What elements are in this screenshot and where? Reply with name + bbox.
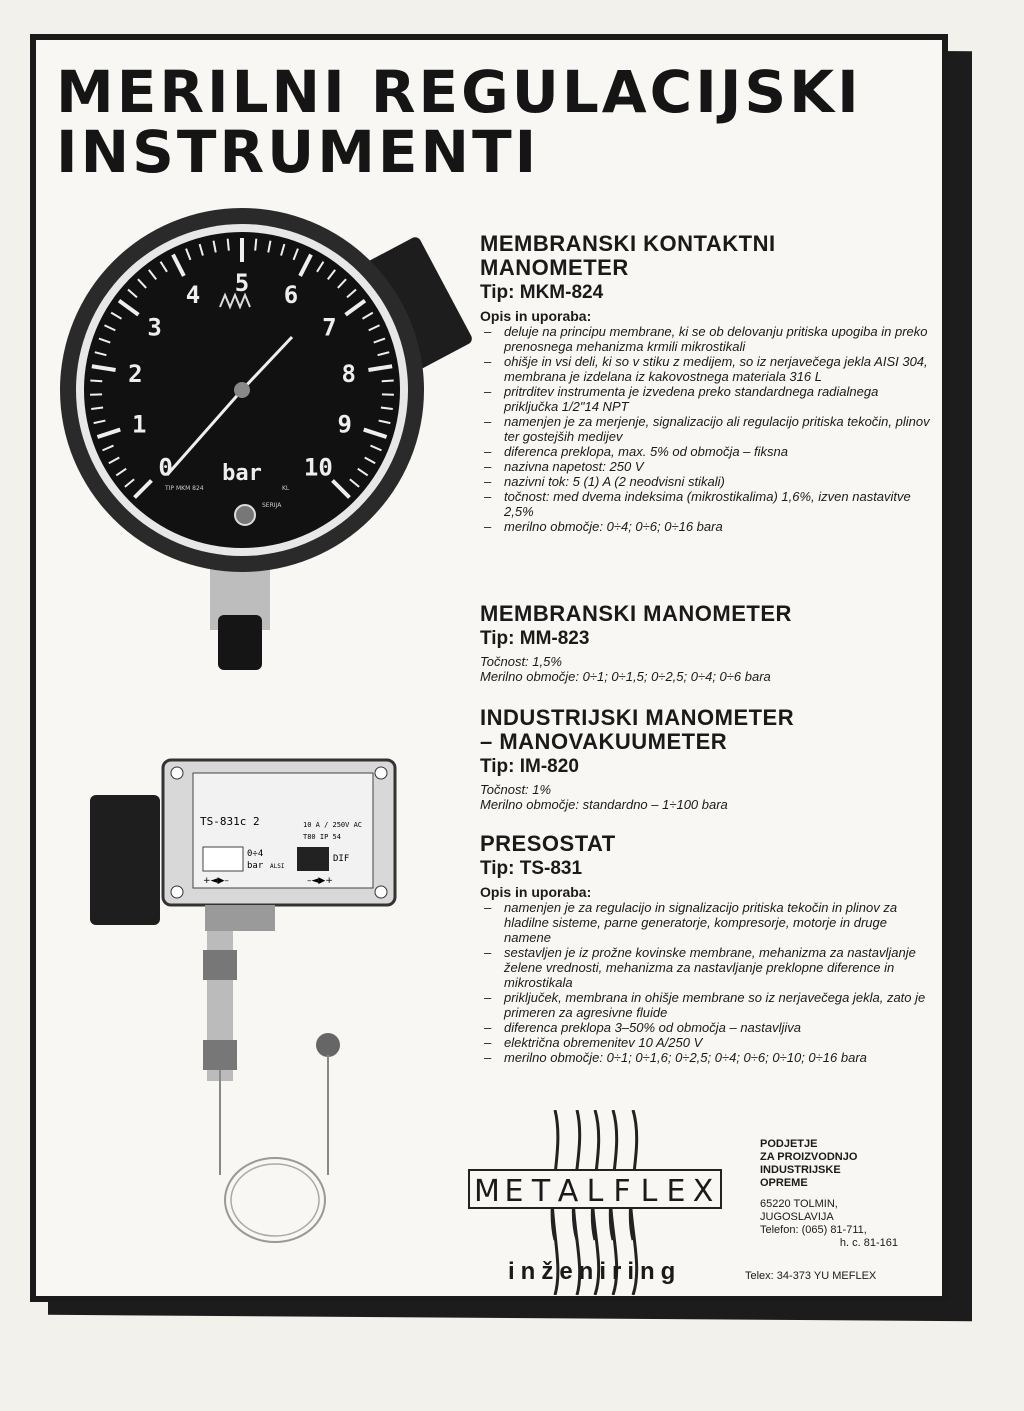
model-type: Tip: MKM-824: [480, 282, 604, 303]
pressostat-model: TS-831c 2: [200, 815, 260, 828]
title-line: MEMBRANSKI MANOMETER: [480, 601, 792, 626]
title-line: – MANOVAKUUMETER: [480, 729, 728, 754]
gauge-number: 5: [234, 269, 250, 297]
address-line: JUGOSLAVIJA: [760, 1211, 834, 1223]
section-mkm-824: [480, 232, 930, 534]
gauge-unit: bar: [222, 461, 262, 486]
list-item: – priključek, membrana in ohišje membrane so iz nerjavečega jekla, zato je primeren za agresivne fluide: [480, 990, 930, 1020]
spec-list: [480, 900, 930, 1065]
pipe-nut: [203, 950, 237, 980]
list-item: – točnost: med dvema indeksima (mikrostikalima) 1,6%, izven nastavitve 2,5%: [480, 489, 930, 519]
name-line: PODJETJE: [760, 1138, 818, 1150]
model-type: Tip: IM-820: [480, 756, 579, 777]
section-title: [480, 602, 930, 626]
gauge-number: 8: [341, 360, 356, 389]
gauge-number: 0: [158, 453, 173, 482]
title-line: INDUSTRIJSKI MANOMETER: [480, 705, 795, 730]
gauge-tick: [90, 380, 102, 381]
screw-icon: [171, 767, 183, 779]
headline-line-1: MERILNI REGULACIJSKI: [56, 58, 862, 126]
logo-letter: E: [666, 1174, 686, 1209]
logo-wordmark: [474, 1174, 713, 1209]
pressostat-range: 0÷4: [247, 849, 264, 859]
range-window: [203, 847, 243, 871]
model-type: Tip: MM-823: [480, 628, 590, 649]
capillary-bulb: [316, 1033, 340, 1057]
gauge-number: 3: [147, 313, 162, 342]
gauge-tick: [255, 239, 256, 251]
list-item: – deluje na principu membrane, ki se ob delovanju pritiska upogiba in preko prenosnega mehanizma krmili mikrostikali: [480, 324, 930, 354]
company-info: [760, 1138, 910, 1250]
logo-letter: T: [531, 1174, 551, 1209]
logo-letter: E: [504, 1174, 524, 1209]
gauge-number: 6: [283, 280, 299, 309]
telex: Telex: 34-373 YU MEFLEX: [745, 1270, 877, 1282]
logo-letter: M: [474, 1174, 500, 1209]
gauge-tick: [382, 380, 394, 381]
gauge-model-label: TIP MKM 824: [165, 485, 204, 492]
capillary-coil: [225, 1158, 325, 1242]
headline-line-2: INSTRUMENTI: [56, 118, 540, 186]
name-line: ZA PROIZVODNJO: [760, 1151, 858, 1163]
list-item: – merilno območje: 0÷4; 0÷6; 0÷16 bara: [480, 519, 930, 534]
address-line: 65220 TOLMIN,: [760, 1198, 838, 1210]
gauge-fitting: [218, 615, 262, 670]
list-item: – namenjen je za merjenje, signalizacijo ali regulacijo pritiska tekočin, plinov ter gostejših medijev: [480, 414, 930, 444]
title-line: MANOMETER: [480, 255, 629, 280]
dif-window: [297, 847, 329, 871]
range-line: Merilno območje: 0÷1; 0÷1,5; 0÷2,5; 0÷4; 0÷6 bara: [480, 669, 771, 684]
gauge-kl-label: KL: [282, 485, 290, 492]
title-line: PRESOSTAT: [480, 831, 616, 856]
gauge-number: 1: [132, 410, 147, 439]
pipe-nut: [203, 1040, 237, 1070]
list-item: – pritrditev instrumenta je izvedena preko standardnega radialnega priključka 1/2"14 NPT: [480, 384, 930, 414]
gauge-number: 9: [337, 410, 352, 439]
list-item: – namenjen je za regulacijo in signalizacijo pritiska tekočin in plinov za hladilne sisteme, parne generatorje, kompresorje, motorje in druge namene: [480, 900, 930, 945]
pressostat-dif: DIF: [333, 854, 350, 864]
pressostat-connector: [90, 795, 160, 925]
headline: [56, 58, 862, 186]
gauge-number: 7: [322, 313, 337, 342]
screw-icon: [171, 886, 183, 898]
list-item: – diferenca preklopa, max. 5% od območja – fiksna: [480, 444, 930, 459]
list-item: – električna obremenitev 10 A/250 V: [480, 1035, 930, 1050]
gauge-tick: [228, 239, 229, 251]
logo-letter: X: [692, 1174, 714, 1209]
section-im-820: [480, 706, 930, 812]
gauge-number: 4: [185, 280, 201, 309]
logo-letter: F: [613, 1174, 631, 1209]
logo-letter: L: [640, 1174, 658, 1209]
section-title: [480, 832, 930, 856]
manometer-illustration: [60, 205, 480, 695]
spec-list: [480, 324, 930, 534]
logo-letter: L: [586, 1174, 604, 1209]
list-item: – sestavljen je iz prožne kovinske membrane, mehanizma za nastavljanje želene vrednosti, mehanizma za nastavljanje preklopne diference in mikrostikala: [480, 945, 930, 990]
company-name: [760, 1138, 910, 1190]
list-item: – diferenca preklopa 3–50% od območja – nastavljiva: [480, 1020, 930, 1035]
list-item: – nazivna napetost: 250 V: [480, 459, 930, 474]
pressostat-rating-1: 10 A / 250V AC: [303, 821, 363, 829]
section-title: [480, 232, 930, 280]
arrows-right: –◄▶+: [307, 876, 333, 886]
gauge-number: 2: [128, 360, 143, 389]
accuracy-line: Točnost: 1%: [480, 782, 552, 797]
company-address: [760, 1198, 910, 1250]
logo-tagline: inženiring: [508, 1258, 682, 1285]
pressostat-rating-2: T80 IP 54: [303, 833, 341, 841]
title-line: MEMBRANSKI KONTAKTNI: [480, 231, 776, 256]
needle-hub: [234, 382, 250, 398]
range-line: Merilno območje: standardno – 1÷100 bara: [480, 797, 728, 812]
list-item: – nazivni tok: 5 (1) A (2 neodvisni stikali): [480, 474, 930, 489]
accuracy-line: Točnost: 1,5%: [480, 654, 562, 669]
list-item: – ohišje in vsi deli, ki so v stiku z medijem, so iz nerjavečega jekla AISI 304, membrana je izdelana iz kakovostnega materiala 316 L: [480, 354, 930, 384]
adjust-screw-icon: [235, 505, 255, 525]
list-item: – merilno območje: 0÷1; 0÷1,6; 0÷2,5; 0÷4; 0÷6; 0÷10; 0÷16 bara: [480, 1050, 930, 1065]
section-ts-831: [480, 832, 930, 1065]
screw-icon: [375, 767, 387, 779]
phone-line: h. c. 81-161: [839, 1237, 898, 1249]
description-heading: Opis in uporaba:: [480, 308, 592, 324]
name-line: INDUSTRIJSKE: [760, 1164, 841, 1176]
name-line: OPREME: [760, 1177, 808, 1189]
model-type: Tip: TS-831: [480, 858, 583, 879]
section-mm-823: [480, 602, 930, 684]
pressostat-range-unit: bar: [247, 861, 264, 871]
address-line: Telefon: (065) 81-711,: [760, 1224, 867, 1236]
section-title: [480, 706, 930, 754]
pressostat-illustration: [85, 755, 415, 1255]
description-heading: Opis in uporaba:: [480, 884, 592, 900]
pressostat-alsi: ALSI: [270, 863, 285, 870]
gauge-serija-label: SERIJA: [262, 502, 282, 509]
gauge-number: 10: [303, 453, 333, 482]
logo-letter: A: [557, 1174, 579, 1209]
pressure-port: [205, 905, 275, 931]
arrows-left: +◄▶–: [203, 876, 229, 886]
screw-icon: [375, 886, 387, 898]
